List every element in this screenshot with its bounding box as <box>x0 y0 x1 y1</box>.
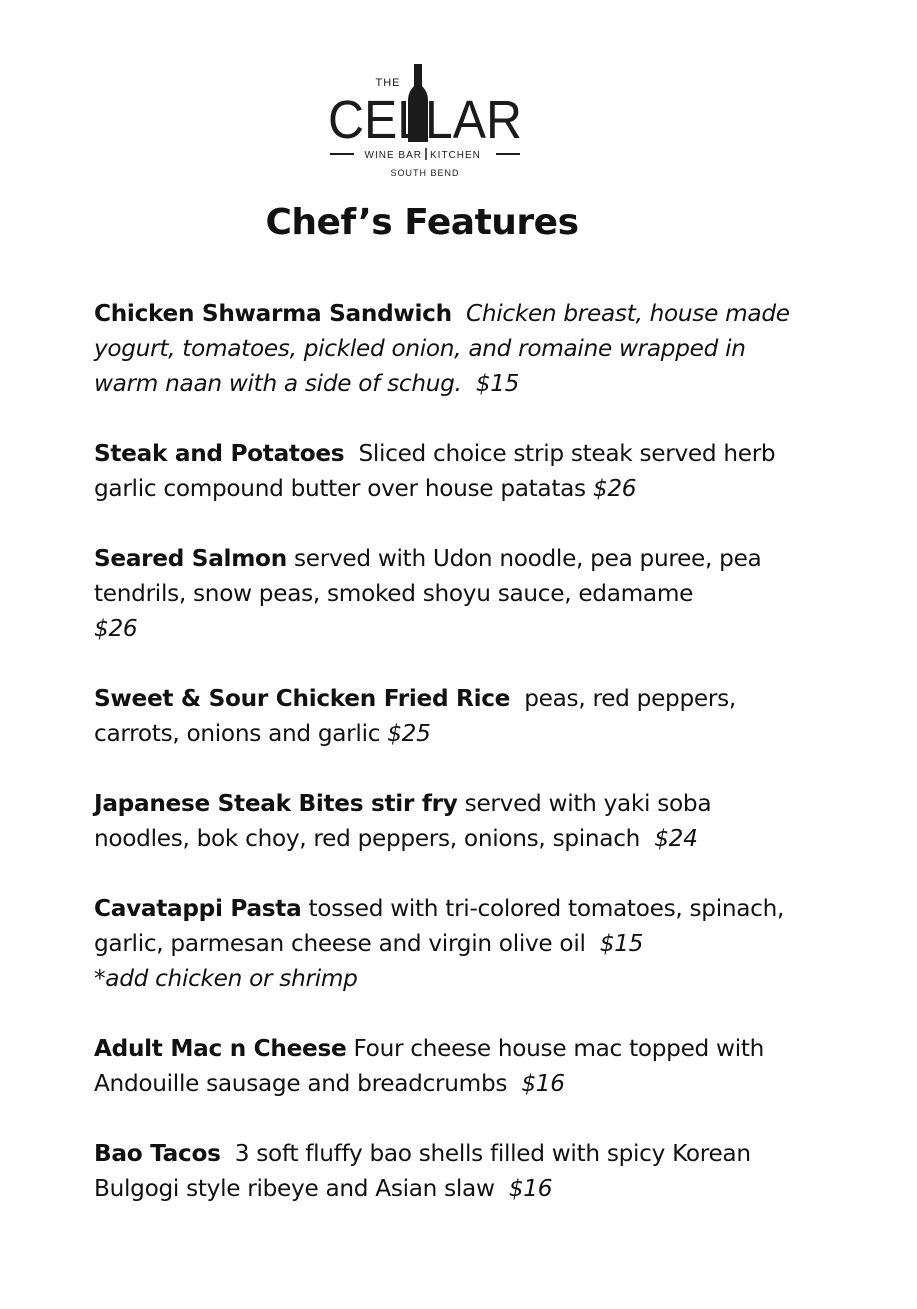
menu-item <box>94 681 794 751</box>
menu-item <box>94 296 794 401</box>
menu-item <box>94 541 794 646</box>
item-name: Cavatappi Pasta <box>94 895 302 922</box>
item-price: $26 <box>94 615 138 642</box>
logo-the: THE <box>375 77 401 89</box>
item-description: served with yaki soba noodles, bok choy, red peppers, onions, spinach <box>94 790 712 852</box>
item-description: Sliced choice strip steak served herb garlic compound butter over house patatas <box>94 440 776 502</box>
item-name: Seared Salmon <box>94 545 287 572</box>
item-description: served with Udon noodle, pea puree, pea tendrils, snow peas, smoked shoyu sauce, edamame <box>94 545 762 607</box>
item-name: Bao Tacos <box>94 1140 221 1167</box>
item-description: Four cheese house mac topped with Andouille sausage and breadcrumbs <box>94 1035 765 1097</box>
logo-name: CELLAR <box>328 90 522 150</box>
item-name: Japanese Steak Bites stir fry <box>94 790 458 817</box>
menu-item <box>94 1031 794 1101</box>
menu-item <box>94 891 794 996</box>
page-title: Chef’s Features <box>265 202 579 243</box>
item-description: tossed with tri-colored tomatoes, spinach, garlic, parmesan cheese and virgin olive oil <box>94 895 785 957</box>
item-description: 3 soft fluffy bao shells filled with spicy Korean Bulgogi style ribeye and Asian slaw <box>94 1140 751 1202</box>
item-price: $25 <box>387 720 431 747</box>
item-description: Chicken breast, house made yogurt, tomatoes, pickled onion, and romaine wrapped in warm naan with a side of schug. <box>94 300 790 397</box>
menu-item <box>94 436 794 506</box>
item-name: Steak and Potatoes <box>94 440 345 467</box>
menu-item <box>94 1136 794 1206</box>
menu-list <box>94 296 794 1241</box>
logo-tagline-left: WINE BAR <box>364 150 422 161</box>
item-price: $26 <box>592 475 637 502</box>
menu-item <box>94 786 794 856</box>
item-price: $24 <box>654 825 698 852</box>
cellar-logo <box>322 60 528 182</box>
item-price: $16 <box>521 1070 565 1097</box>
item-note: *add chicken or shrimp <box>94 965 358 992</box>
item-price: $16 <box>508 1175 553 1202</box>
item-price: $15 <box>599 930 644 957</box>
item-name: Chicken Shwarma Sandwich <box>94 300 452 327</box>
item-price: $15 <box>475 370 520 397</box>
item-name: Sweet & Sour Chicken Fried Rice <box>94 685 511 712</box>
item-name: Adult Mac n Cheese <box>94 1035 347 1062</box>
logo-location: SOUTH BEND <box>390 168 460 178</box>
logo-tagline-right: KITCHEN <box>430 150 481 161</box>
item-description: peas, red peppers, carrots, onions and garlic <box>94 685 736 747</box>
